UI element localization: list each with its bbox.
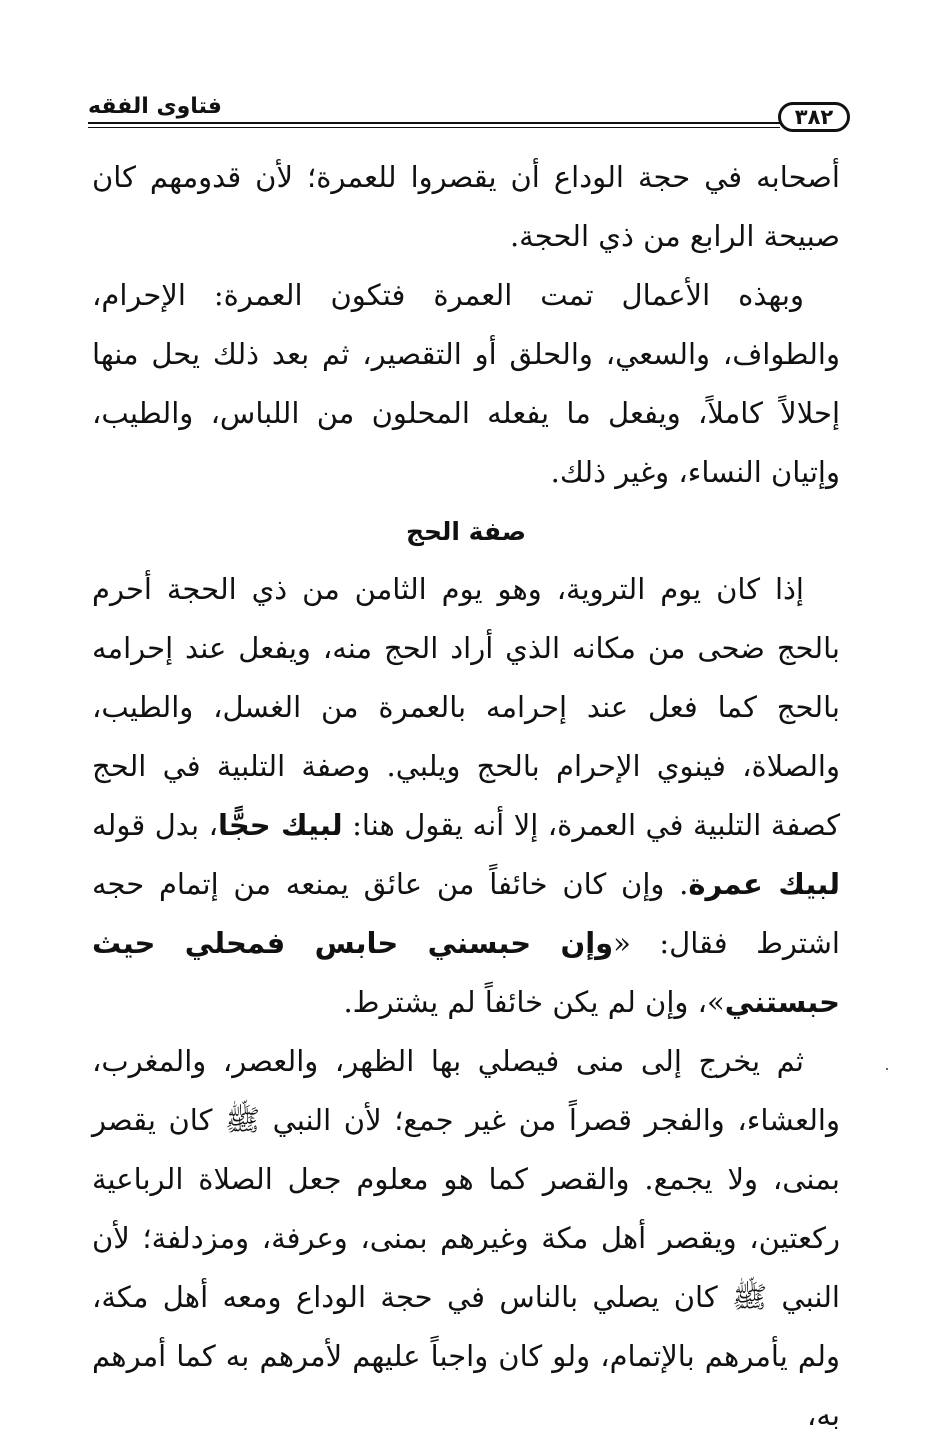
paragraph-3-text-2: ، بدل قوله — [92, 808, 218, 842]
book-title: فتاوى الفقه — [88, 94, 222, 119]
header-rule-thin — [88, 127, 780, 128]
talbiyah-hajj: لبيك حجًّا — [217, 808, 343, 842]
paragraph-3-text-4: »، وإن لم يكن خائفاً لم يشترط. — [343, 985, 725, 1019]
page-number: ٣٨٢ — [778, 102, 850, 132]
margin-dot — [886, 1068, 888, 1070]
page-body — [92, 148, 840, 1445]
paragraph-2: وبهذه الأعمال تمت العمرة فتكون العمرة: الإحرام، والطواف، والسعي، والحلق أو التقصير، ثم بعد ذلك يحل منها إحلالاً كاملاً، ويفعل ما يفعله المحلون من اللباس، والطيب، وإتيان النساء، وغير ذلك. — [92, 278, 840, 489]
talbiyah-umrah: لبيك عمرة — [688, 867, 840, 901]
paragraph-3-text-1: إذا كان يوم التروية، وهو يوم الثامن من ذي الحجة أحرم بالحج ضحى من مكانه الذي أراد الحج منه، ويفعل عند إحرامه بالحج كما فعل عند إحرامه بالعمرة من الغسل، والطيب، والصلاة، فينوي الإحرام بالحج ويلبي. وصفة التلبية في الحج كصفة التلبية في العمرة، إلا أنه يقول هنا: — [92, 572, 841, 842]
section-title: صفة الحج — [405, 517, 526, 546]
paragraph-3 — [92, 560, 840, 1032]
stipulation-phrase: وإن حبسني حابس فمحلي حيث حبستني — [92, 926, 840, 1019]
paragraph-1: أصحابه في حجة الوداع أن يقصروا للعمرة؛ لأن قدومهم كان صبيحة الرابع من ذي الحجة. — [92, 160, 840, 253]
paragraph-4: ثم يخرج إلى منى فيصلي بها الظهر، والعصر، والمغرب، والعشاء، والفجر قصراً من غير جمع؛ لأن النبي ﷺ كان يقصر بمنى، ولا يجمع. والقصر كما هو معلوم جعل الصلاة الرباعية ركعتين، ويقصر أهل مكة وغيرهم بمنى، وعرفة، ومزدلفة؛ لأن النبي ﷺ كان يصلي بالناس في حجة الوداع ومعه أهل مكة، ولم يأمرهم بالإتمام، ولو كان واجباً عليهم لأمرهم به كما أمرهم به، — [92, 1044, 840, 1432]
header-rule — [88, 122, 780, 124]
paragraph-3-text-3: . وإن كان خائفاً من عائق يمنعه من إتمام حجه اشترط فقال: « — [92, 867, 840, 960]
page-header — [88, 92, 850, 138]
